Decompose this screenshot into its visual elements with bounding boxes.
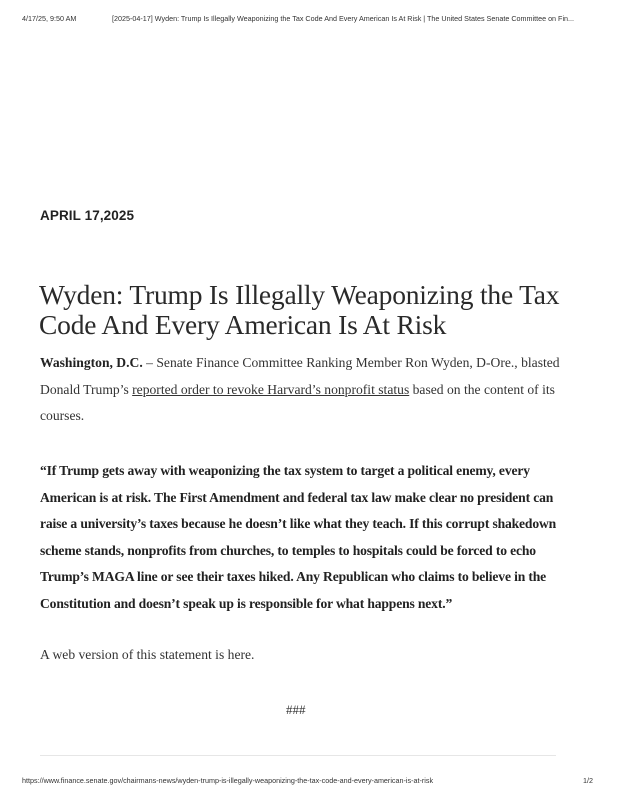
web-version-note: A web version of this statement is here. [40, 647, 255, 662]
lede-text-after: based on the content of its courses. [40, 381, 555, 423]
harvard-nonprofit-status-link[interactable]: reported order to revoke Harvard’s nonprofit status [132, 381, 410, 397]
print-footer-page-number: 1/2 [583, 776, 593, 785]
lede-text-before: – Senate Finance Committee Ranking Member Ron Wyden, D-Ore., blasted Donald Trump’s [40, 355, 560, 397]
footer-divider [40, 755, 556, 756]
end-mark: ### [286, 702, 306, 717]
article-date: APRIL 17,2025 [40, 208, 135, 223]
print-header-title: [2025-04-17] Wyden: Trump Is Illegally Weaponizing the Tax Code And Every American Is At Risk | The United States Senate Committee on Fin... [112, 14, 575, 23]
wyden-quote: “If Trump gets away with weaponizing the tax system to target a political enemy, every American is at risk. The First Amendment and federal tax law make clear no president can raise a university’s taxes because he doesn’t like what they teach. If this corrupt shakedown scheme stands, nonprofits from churches, to temples to hospitals could be forced to echo Trump’s MAGA line or see their taxes hiked. Any Republican who claims to believe in the Constitution and doesn’t speak up is responsible for what happens next.” [40, 463, 557, 611]
print-header-datetime: 4/17/25, 9:50 AM [22, 14, 77, 23]
print-footer-url: https://www.finance.senate.gov/chairmans-news/wyden-trump-is-illegally-weaponizing-the-tax-code-and-every-american-is-at-risk [22, 776, 434, 785]
dateline: Washington, D.C. [40, 355, 143, 370]
article-headline: Wyden: Trump Is Illegally Weaponizing the Tax Code And Every American Is At Risk [39, 279, 560, 340]
article-lede [40, 350, 560, 430]
